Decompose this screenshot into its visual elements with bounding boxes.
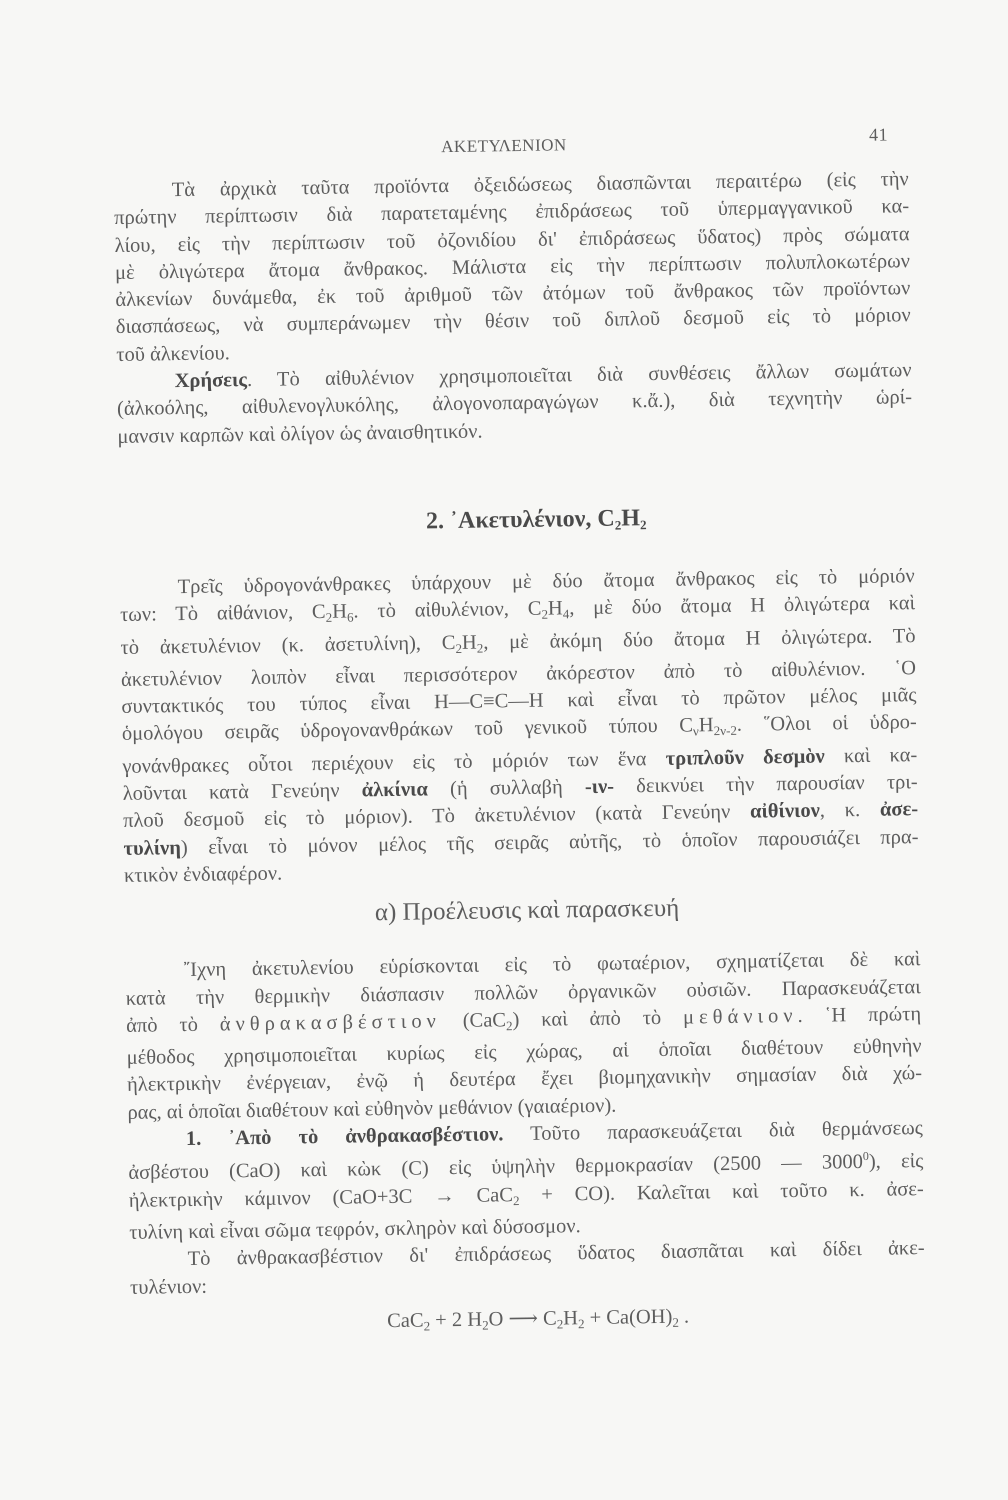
text-run: ἀπὸ τὸ (126, 1013, 220, 1037)
text-run: γονάνθρακες οὗτοι περιέχουν εἰς τὸ μόριόν των ἕνα (122, 747, 666, 778)
paragraph (125, 946, 922, 1127)
subscript: 4 (562, 606, 570, 622)
subscript: 2 (577, 1315, 585, 1332)
text-run: ἠλεκτρικὴν κάμινον (CaO+3C → CaC (128, 1183, 514, 1212)
bold-text: τυλίνη (123, 836, 182, 860)
text-run: ἀσβέστου (CaO) καὶ κὼκ (C) εἰς ὑψηλὴν θερμοκρασίαν (2500 — 3000 (128, 1151, 864, 1185)
text-run: μέθοδος χρησιμοποιεῖται κυρίως εἰς χώρας, αἱ ὁποῖαι διαθέτουν εὐθηνὴν (126, 1035, 922, 1070)
text-run: μὲ ὀλιγώτερα ἄτομα ἄνθρακος. Μάλιστα εἰς τὴν περίπτωσιν πολυπλοκωτέρων (114, 250, 911, 284)
subscript: 2 (482, 1317, 489, 1333)
text-run: συντακτικός του τύπος εἶναι H—C≡C—H καὶ εἶναι τὸ πρῶτον μέλος μιᾶς (121, 684, 917, 719)
text-run: μανσιν καρπῶν καὶ ὀλίγον ὡς ἀναισθητικόν. (117, 420, 483, 448)
paragraph (128, 1115, 925, 1247)
spaced-text: ἀνθρακασβέστιον (219, 1010, 442, 1036)
text-run: ἀλκενίων δυνάμεθα, ἐκ τοῦ ἀριθμοῦ τῶν ἀτόμων τοῦ ἄνθρακος τῶν προϊόντων (115, 277, 911, 312)
book-page (113, 124, 926, 1345)
running-head-title: ΑΚΕΤΥΛΕΝΙΟΝ (441, 135, 567, 157)
text-run: ρας, αἱ ὁποῖαι διαθέτουν καὶ εὐθηνὸν μεθάνιον (γαιαέριον). (127, 1094, 617, 1124)
subscript: 2 (505, 1017, 513, 1034)
text-run: + Ca(OH) (584, 1305, 673, 1329)
subscript: 2 (614, 517, 622, 533)
bold-text: -ιν- (584, 775, 615, 799)
text-run: H (461, 631, 477, 654)
running-header (113, 124, 908, 170)
bold-text: ἀσε- (879, 798, 919, 822)
text-run: + CO). Καλεῖται καὶ τοῦτο κ. ἀσε- (519, 1177, 924, 1206)
bold-text: ἀλκίνια (361, 778, 429, 802)
subsection-heading (124, 887, 919, 935)
bold-text: Χρήσεις (174, 369, 248, 393)
page-number: 41 (868, 124, 889, 145)
text-run: (ἡ συλλαβὴ (427, 776, 586, 801)
text-run: (CaC (440, 1009, 507, 1033)
text-run: κτικὸν ἐνδιαφέρον. (123, 862, 283, 887)
chemical-equation (130, 1298, 925, 1346)
subscript: 2 (639, 517, 647, 533)
text-run: . τὸ αἰθυλένιον, C (353, 597, 542, 623)
bold-text: τριπλοῦν δεσμὸν (665, 745, 825, 770)
subscript: 2 (476, 640, 484, 656)
subscript: 2 (325, 610, 333, 626)
subscript: 2 (541, 606, 549, 622)
text-run: πρώτην περίπτωσιν διὰ παρατεταμένης ἐπιδράσεως τοῦ ὑπερμαγγανικοῦ κα- (114, 195, 910, 230)
spaced-text: μεθάνιον (682, 1004, 798, 1029)
subscript: 2 (512, 1192, 520, 1208)
paragraph (129, 1235, 925, 1301)
text-run: ), εἰς (868, 1150, 924, 1174)
subscript: 2 (556, 1316, 564, 1332)
text-run: , μὲ ἀκόμη δύο ἄτομα Η ὀλιγώτερα. Τὸ (483, 624, 916, 654)
text-run: (ἀλκοόλης, αἰθυλενογλυκόλης, ἀλογονοπαραγώγων κ.ἄ.), διὰ τεχνητὴν ὡρί- (116, 386, 913, 421)
text-run: 2. ᾿Ακετυλένιον, C (425, 505, 615, 535)
text-run: . Τὸ αἰθυλένιον χρησιμοποιεῖται διὰ συνθέσεις ἄλλων σωμάτων (246, 359, 912, 392)
subscript: 2ν-2 (713, 723, 738, 739)
text-run: H (621, 505, 641, 532)
subscript: 2 (455, 640, 463, 656)
text-run: O ⟶ C (488, 1307, 557, 1331)
text-run: ) καὶ ἀπὸ τὸ (512, 1006, 684, 1031)
text-run: τοῦ ἀλκενίου. (116, 342, 230, 366)
text-run: ὁμολόγου σειρᾶς ὑδρογονανθράκων τοῦ γενικοῦ τύπου C (121, 714, 694, 746)
text-run: ἠλεκτρικὴν ἐνέργειαν, ἐνῷ ἡ δευτέρα ἔχει βιομηχανικὴν σημασίαν διὰ χώ- (126, 1062, 923, 1097)
text-run: τυλίνη καὶ εἶναι σῶμα τεφρόν, σκληρὸν καὶ δύσοσμον. (129, 1215, 581, 1244)
bold-text: 1. ᾿Απὸ τὸ ἀνθρακασβέστιον. (185, 1123, 504, 1151)
subscript: ν (692, 723, 699, 739)
section-heading (118, 494, 914, 553)
text-run: Τὸ ἀνθρακασβέστιον δι' ἐπιδράσεως ὕδατος διασπᾶται καὶ δίδει ἀκε- (187, 1237, 925, 1271)
text-run: Τρεῖς ὑδρογονάνθρακες ὑπάρχουν μὲ δύο ἄτομα ἄνθρακος εἰς τὸ μόριόν (177, 565, 915, 599)
text-run: ) εἶναι τὸ μόνον μέλος τῆς σειρᾶς αὐτῆς, τὸ ὁποῖον παρουσιάζει πρα- (180, 825, 919, 859)
superscript: 0 (862, 1149, 869, 1164)
text-run: H (331, 600, 348, 624)
paragraph (120, 563, 920, 890)
text-run: H (547, 597, 563, 620)
text-line (134, 887, 919, 935)
text-run: . ῞Ολοι οἱ ὑδρο- (736, 711, 917, 737)
text-run: Τὰ ἀρχικὰ ταῦτα προϊόντα ὀξειδώσεως διασπῶνται περαιτέρω (εἰς τὴν (171, 168, 909, 202)
subscript: 2 (672, 1314, 680, 1330)
text-run: κατὰ τὴν θερμικὴν διάσπασιν πολλῶν ὀργανικῶν οὐσιῶν. Παρασκευάζεται (125, 975, 921, 1010)
text-run: . ῾Η πρώτη (797, 1002, 922, 1027)
text-run: ῎Ιχνη ἀκετυλενίου εὑρίσκονται εἰς τὸ φωταέριον, σχηματίζεται δὲ καὶ (183, 948, 921, 982)
text-run: πλοῦ δεσμοῦ εἰς τὸ μόριον). Τὸ ἀκετυλένιον (κατὰ Γενεύην (123, 800, 751, 833)
text-run: α) Προέλευσις καὶ παρασκευή (374, 894, 680, 927)
text-run: H (698, 714, 714, 737)
text-line (150, 1298, 925, 1345)
page-body (114, 166, 926, 1345)
paragraph (116, 357, 912, 451)
text-run: τὸ ἀκετυλένιον (κ. ἀσετυλίνη), C (120, 631, 456, 659)
text-run: + 2 H (429, 1308, 483, 1332)
text-run: H (563, 1307, 579, 1330)
text-run: , μὲ δύο ἄτομα Η ὀλιγώτερα καὶ (569, 592, 916, 620)
text-run: διασπάσεως, νὰ συμπεράνωμεν τὴν θέσιν τοῦ διπλοῦ δεσμοῦ εἰς τὸ μόριον (115, 304, 911, 339)
subscript: 2 (423, 1318, 431, 1334)
text-run: καὶ κα- (824, 743, 918, 768)
subscript: 6 (346, 609, 354, 625)
bold-text: αἰθίνιον (749, 799, 820, 823)
text-run: , κ. (819, 799, 881, 822)
text-run: CaC (386, 1309, 424, 1332)
text-run: ἀκετυλένιον λοιπὸν εἶναι περισσότερον ἀκόρεστον ἀπὸ τὸ αἰθυλένιον. ῾Ο (120, 657, 917, 691)
text-run: λοῦνται κατὰ Γενεύην (122, 779, 362, 805)
text-run: τυλένιον: (129, 1275, 208, 1299)
text-run: των: Τὸ αἰθάνιον, C (119, 601, 326, 627)
text-line (158, 494, 914, 552)
text-run: . (678, 1305, 690, 1328)
text-run: λίου, εἰς τὴν περίπτωσιν τοῦ ὀζονιδίου δι' ἐπιδράσεως ὕδατος) πρὸς σώματα (114, 222, 910, 257)
text-run: δεικνύει τὴν παρουσίαν τρι- (613, 771, 918, 798)
text-run: Τοῦτο παρασκευάζεται διὰ θερμάνσεως (503, 1117, 923, 1146)
paragraph (114, 166, 912, 369)
